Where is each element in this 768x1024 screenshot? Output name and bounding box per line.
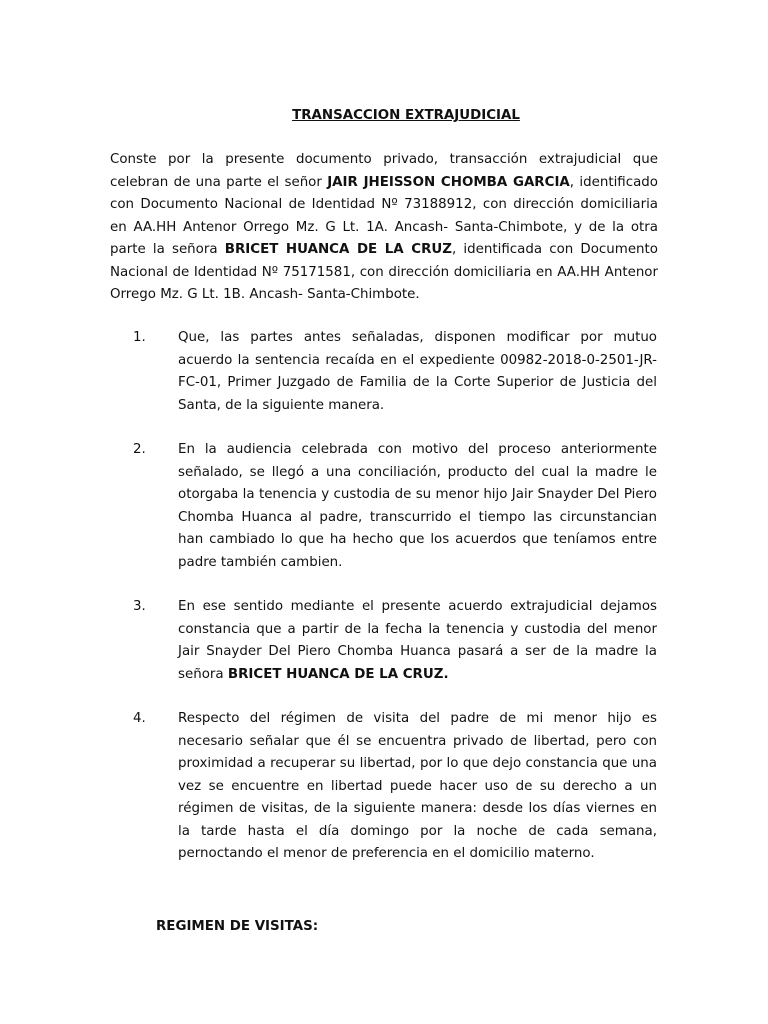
list-item-text — [178, 327, 657, 417]
list-item — [0, 327, 768, 417]
list-item — [0, 596, 768, 686]
intro-paragraph — [110, 149, 658, 307]
list-item-text — [178, 708, 657, 866]
clause-text: En ese sentido mediante el presente acuerdo extrajudicial dejamos constancia que a partir de la fecha la tenencia y custodia del menor Jair Snayder Del Piero Chomba Huanca pasará a ser de la madre la señora — [178, 599, 657, 682]
party-name-mother: BRICET HUANCA DE LA CRUZ. — [227, 666, 449, 682]
list-item-number: 2. — [133, 442, 146, 457]
intro-text: , identificada con Documento Nacional de Identidad Nº 75171581, con dirección domiciliaria en AA.HH Antenor Orrego Mz. G Lt. 1B. Ancash- Santa-Chimbote. — [110, 242, 658, 302]
clause-text: En la audiencia celebrada con motivo del proceso anteriormente señalado, se llegó a una conciliación, producto del cual la madre le otorgaba la tenencia y custodia de su menor hijo Jair Snayder Del Piero Chomba Huanca al padre, transcurrido el tiempo las circunstancian han cambiado lo que ha hecho que los acuerdos que teníamos entre padre también cambien. — [178, 442, 657, 570]
list-item-number: 3. — [133, 599, 146, 614]
list-item — [0, 708, 768, 866]
list-item-number: 1. — [133, 330, 146, 345]
intro-text: Conste por la presente documento privado, transacción extrajudicial que celebran de una parte el señor — [110, 152, 658, 190]
section-heading-visitas: REGIMEN DE VISITAS: — [156, 919, 319, 934]
intro-text: , identificado con Documento Nacional de Identidad Nº 73188912, con dirección domiciliaria en AA.HH Antenor Orrego Mz. G Lt. 1A. Ancash- Santa-Chimbote, y de la otra parte la señora — [110, 174, 658, 257]
list-item — [0, 439, 768, 574]
document-title: TRANSACCION EXTRAJUDICIAL — [292, 108, 520, 123]
list-item-number: 4. — [133, 711, 146, 726]
list-item-text — [178, 596, 657, 686]
list-item-text — [178, 439, 657, 574]
clause-text: Respecto del régimen de visita del padre de mi menor hijo es necesario señalar que él se encuentra privado de libertad, pero con proximidad a recuperar su libertad, por lo que dejo constancia que una vez se encuentre en libertad puede hacer uso de su derecho a un régimen de visitas, de la siguiente manera: desde los días viernes en la tarde hasta el día domingo por la noche de cada semana, pernoctando el menor de preferencia en el domicilio materno. — [178, 711, 657, 861]
party-name-mother: BRICET HUANCA DE LA CRUZ — [224, 242, 452, 257]
party-name-father: JAIR JHEISSON CHOMBA GARCIA — [327, 174, 570, 190]
clause-text: Que, las partes antes señaladas, disponen modificar por mutuo acuerdo la sentencia recaída en el expediente 00982-2018-0-2501-JR-FC-01, Primer Juzgado de Familia de la Corte Superior de Justicia del Santa, de la siguiente manera. — [178, 330, 657, 413]
clauses-list — [0, 327, 768, 888]
